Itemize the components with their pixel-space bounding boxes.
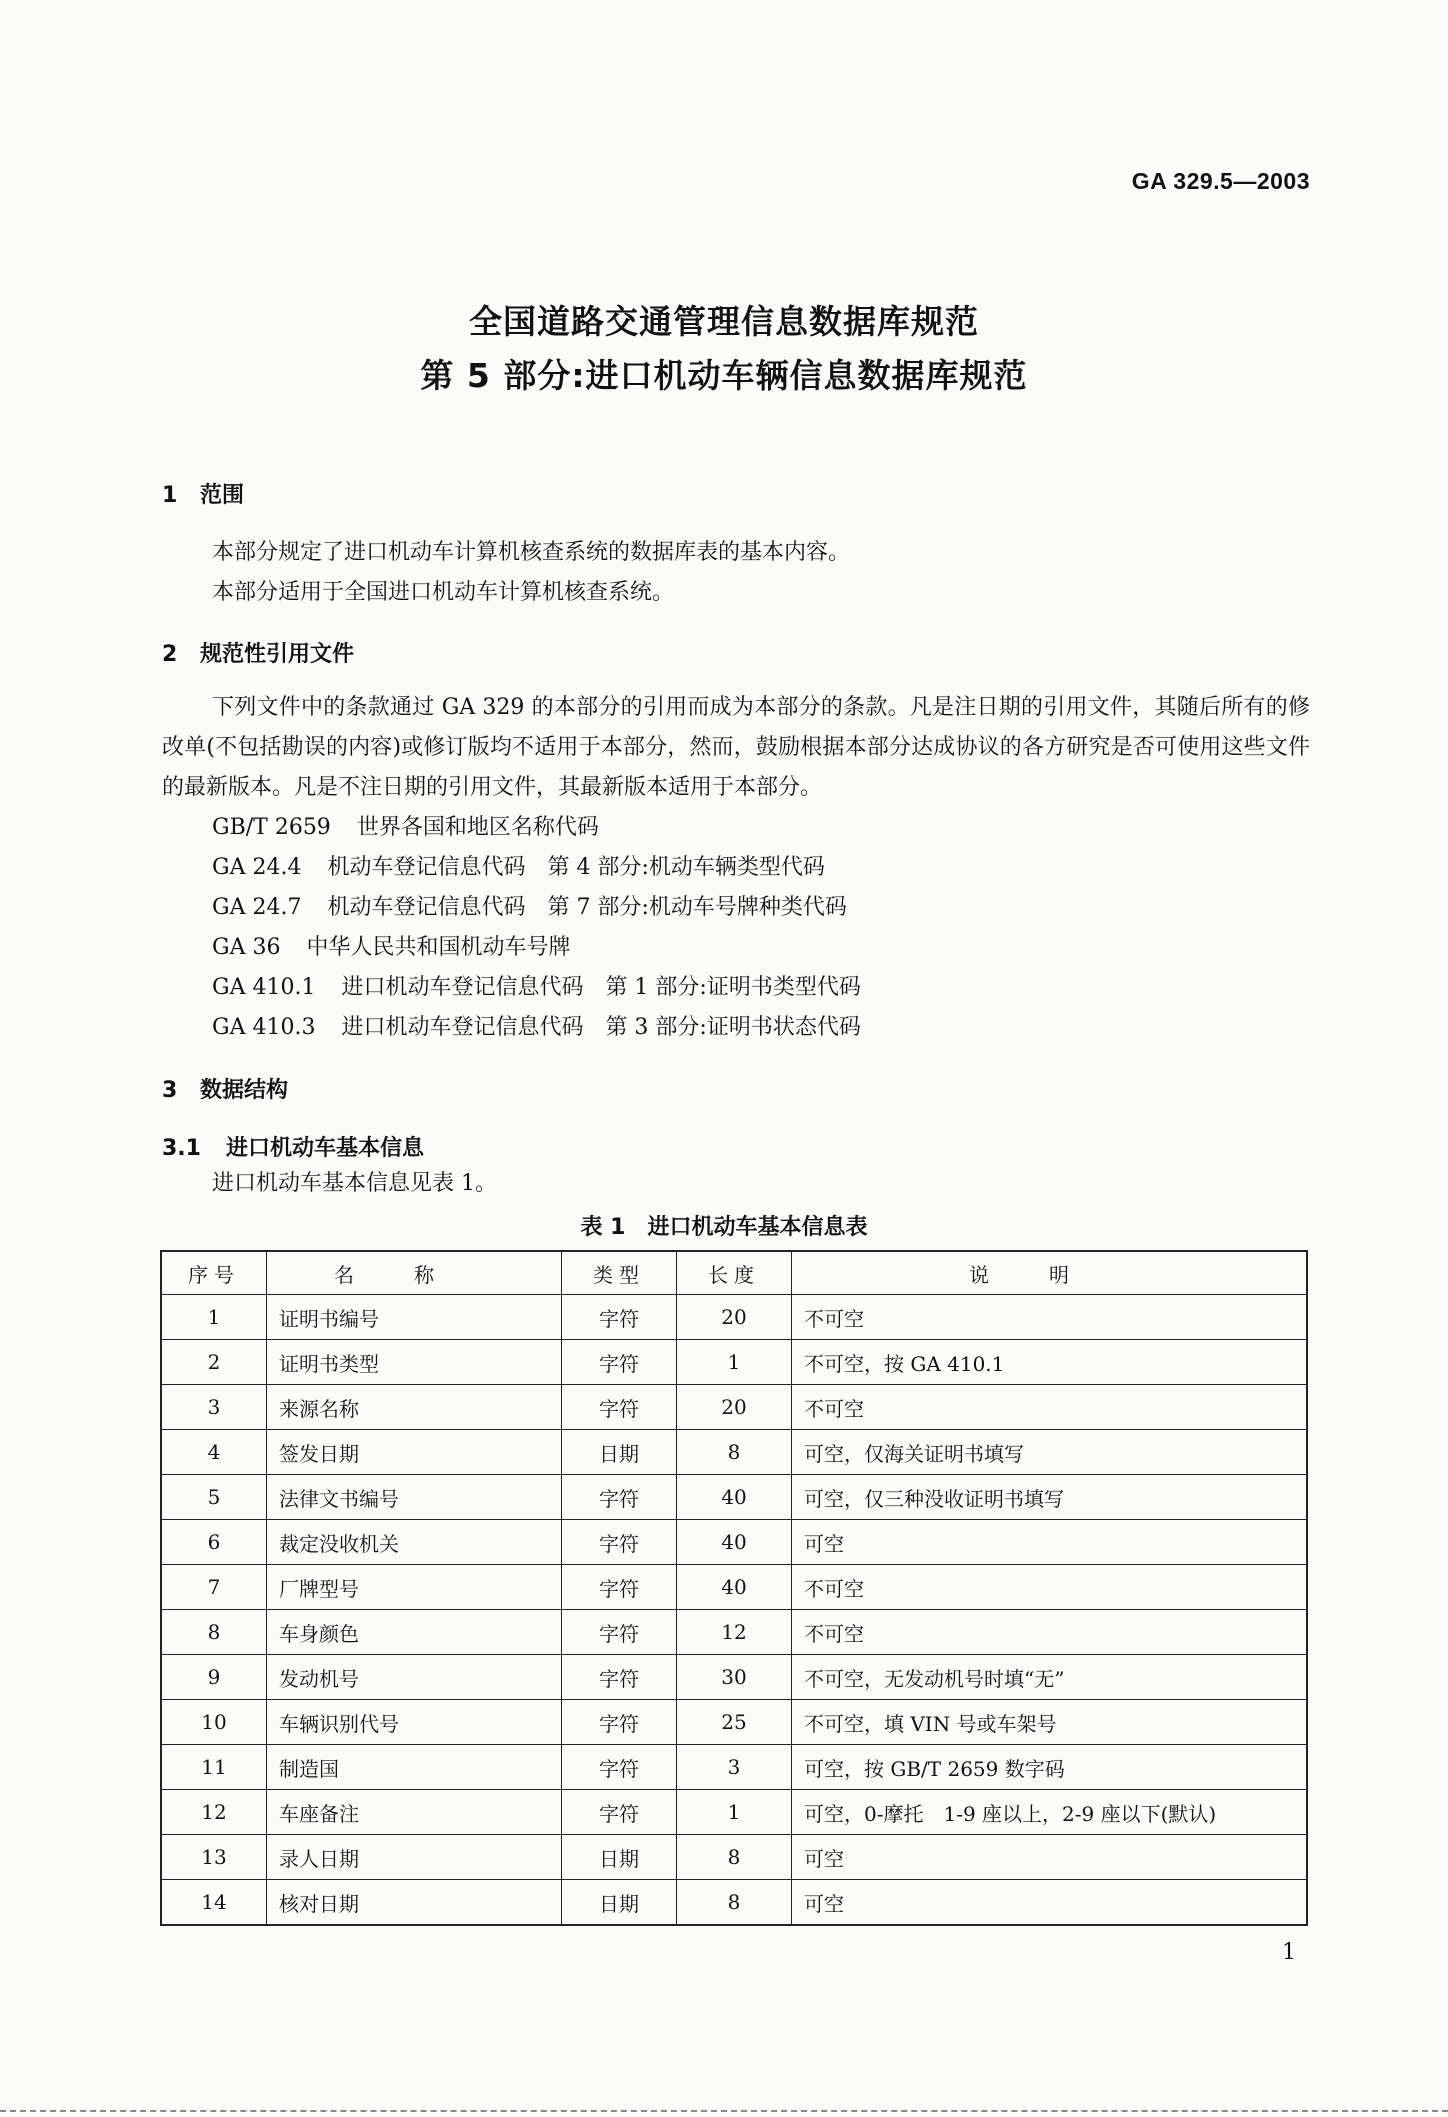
- cell-length: 8: [677, 1880, 792, 1926]
- section-1-paragraph-1: 本部分规定了进口机动车计算机核查系统的数据库表的基本内容。: [212, 540, 851, 565]
- cell-length: 40: [677, 1565, 792, 1610]
- reference-item: [212, 968, 861, 1008]
- vehicle-info-table: [160, 1250, 1308, 1926]
- cell-name: 证明书类型: [267, 1340, 562, 1385]
- header-description: 说明: [792, 1251, 1308, 1295]
- cell-description: 可空: [792, 1835, 1308, 1880]
- cell-seq: 9: [161, 1655, 267, 1700]
- cell-length: 8: [677, 1835, 792, 1880]
- cell-name: 证明书编号: [267, 1295, 562, 1340]
- header-length: 长度: [677, 1251, 792, 1295]
- cell-type: 日期: [562, 1835, 677, 1880]
- cell-seq: 8: [161, 1610, 267, 1655]
- reference-code: GA 24.4: [212, 855, 302, 880]
- cell-length: 30: [677, 1655, 792, 1700]
- section-number: 3: [162, 1078, 178, 1103]
- header-type: 类型: [562, 1251, 677, 1295]
- header-seq: 序号: [161, 1251, 267, 1295]
- section-2-heading: [162, 637, 354, 668]
- cell-type: 字符: [562, 1565, 677, 1610]
- cell-length: 1: [677, 1790, 792, 1835]
- cell-description: 可空，按 GB/T 2659 数字码: [792, 1745, 1308, 1790]
- cell-length: 3: [677, 1745, 792, 1790]
- cell-name: 录人日期: [267, 1835, 562, 1880]
- cell-seq: 6: [161, 1520, 267, 1565]
- cell-description: 不可空，填 VIN 号或车架号: [792, 1700, 1308, 1745]
- cell-description: 不可空，无发动机号时填“无”: [792, 1655, 1308, 1700]
- reference-title: 机动车登记信息代码 第 7 部分:机动车号牌种类代码: [327, 895, 847, 920]
- table-row: [161, 1340, 1307, 1385]
- reference-title: 进口机动车登记信息代码 第 1 部分:证明书类型代码: [341, 975, 861, 1000]
- cell-description: 不可空: [792, 1385, 1308, 1430]
- cell-seq: 13: [161, 1835, 267, 1880]
- header-name: 名称: [267, 1251, 562, 1295]
- cell-seq: 1: [161, 1295, 267, 1340]
- cell-description: 不可空: [792, 1565, 1308, 1610]
- cell-seq: 4: [161, 1430, 267, 1475]
- page-number: 1: [1282, 1940, 1296, 1965]
- table-row: [161, 1790, 1307, 1835]
- cell-length: 40: [677, 1475, 792, 1520]
- reference-title: 机动车登记信息代码 第 4 部分:机动车辆类型代码: [327, 855, 825, 880]
- cell-name: 车辆识别代号: [267, 1700, 562, 1745]
- subsection-title: 进口机动车基本信息: [226, 1136, 425, 1161]
- cell-type: 字符: [562, 1520, 677, 1565]
- cell-type: 字符: [562, 1295, 677, 1340]
- cell-length: 25: [677, 1700, 792, 1745]
- section-3-heading: [162, 1073, 288, 1104]
- section-title: 数据结构: [200, 1078, 289, 1103]
- page-edge-rule: [0, 2110, 1448, 2112]
- cell-type: 字符: [562, 1385, 677, 1430]
- subsection-number: 3.1: [162, 1136, 201, 1161]
- table-row: [161, 1565, 1307, 1610]
- reference-title: 中华人民共和国机动车号牌: [306, 935, 571, 960]
- cell-length: 8: [677, 1430, 792, 1475]
- cell-type: 字符: [562, 1610, 677, 1655]
- reference-item: [212, 1008, 861, 1048]
- cell-description: 不可空: [792, 1295, 1308, 1340]
- cell-seq: 2: [161, 1340, 267, 1385]
- cell-seq: 14: [161, 1880, 267, 1926]
- cell-description: 不可空，按 GA 410.1: [792, 1340, 1308, 1385]
- section-title: 范围: [200, 483, 245, 508]
- table-row: [161, 1880, 1307, 1926]
- section-number: 2: [162, 642, 178, 667]
- section-1-heading: [162, 478, 244, 509]
- table-header-row: [161, 1251, 1307, 1295]
- document-subtitle: 第 5 部分:进口机动车辆信息数据库规范: [420, 356, 1028, 395]
- cell-description: 可空: [792, 1520, 1308, 1565]
- standard-number: GA 329.5—2003: [1131, 168, 1310, 194]
- section-1-paragraph-2: 本部分适用于全国进口机动车计算机核查系统。: [212, 580, 675, 605]
- cell-seq: 5: [161, 1475, 267, 1520]
- cell-length: 1: [677, 1340, 792, 1385]
- reference-title: 世界各国和地区名称代码: [356, 815, 599, 840]
- table-row: [161, 1520, 1307, 1565]
- cell-description: 可空，仅海关证明书填写: [792, 1430, 1308, 1475]
- table-row: [161, 1700, 1307, 1745]
- cell-type: 字符: [562, 1655, 677, 1700]
- cell-name: 厂牌型号: [267, 1565, 562, 1610]
- table-row: [161, 1385, 1307, 1430]
- cell-name: 法律文书编号: [267, 1475, 562, 1520]
- cell-description: 不可空: [792, 1610, 1308, 1655]
- cell-name: 发动机号: [267, 1655, 562, 1700]
- cell-name: 制造国: [267, 1745, 562, 1790]
- cell-seq: 12: [161, 1790, 267, 1835]
- cell-type: 日期: [562, 1880, 677, 1926]
- cell-description: 可空，0-摩托 1-9 座以上，2-9 座以下(默认): [792, 1790, 1308, 1835]
- cell-seq: 3: [161, 1385, 267, 1430]
- subsection-3-1-text: 进口机动车基本信息见表 1。: [212, 1171, 497, 1196]
- cell-seq: 7: [161, 1565, 267, 1610]
- reference-item: [212, 928, 570, 968]
- reference-item: [212, 888, 847, 928]
- table-row: [161, 1655, 1307, 1700]
- cell-seq: 10: [161, 1700, 267, 1745]
- cell-name: 车座备注: [267, 1790, 562, 1835]
- reference-item: [212, 808, 599, 848]
- reference-code: GA 24.7: [212, 895, 302, 920]
- reference-code: GA 410.3: [212, 1015, 316, 1040]
- table-row: [161, 1295, 1307, 1340]
- cell-description: 可空: [792, 1880, 1308, 1926]
- reference-item: [212, 848, 825, 888]
- cell-name: 核对日期: [267, 1880, 562, 1926]
- cell-length: 12: [677, 1610, 792, 1655]
- cell-name: 裁定没收机关: [267, 1520, 562, 1565]
- cell-length: 20: [677, 1295, 792, 1340]
- table-row: [161, 1430, 1307, 1475]
- section-title: 规范性引用文件: [200, 642, 355, 667]
- table-row: [161, 1610, 1307, 1655]
- section-2-intro: 下列文件中的条款通过 GA 329 的本部分的引用而成为本部分的条款。凡是注日期的引用文件，其随后所有的修改单(不包括勘误的内容)或修订版均不适用于本部分，然而，鼓励根据本部分达成协议的各方研究是否可使用这些文件的最新版本。凡是不注日期的引用文件，其最新版本适用于本部分。: [162, 695, 1310, 800]
- cell-name: 来源名称: [267, 1385, 562, 1430]
- cell-type: 日期: [562, 1430, 677, 1475]
- cell-type: 字符: [562, 1700, 677, 1745]
- table-row: [161, 1475, 1307, 1520]
- table-row: [161, 1835, 1307, 1880]
- reference-code: GA 410.1: [212, 975, 316, 1000]
- table-caption: 表 1 进口机动车基本信息表: [580, 1215, 868, 1240]
- reference-code: GA 36: [212, 935, 281, 960]
- cell-seq: 11: [161, 1745, 267, 1790]
- section-number: 1: [162, 483, 178, 508]
- cell-length: 40: [677, 1520, 792, 1565]
- cell-length: 20: [677, 1385, 792, 1430]
- table-row: [161, 1745, 1307, 1790]
- cell-type: 字符: [562, 1340, 677, 1385]
- subsection-3-1-heading: [162, 1131, 424, 1162]
- cell-name: 车身颜色: [267, 1610, 562, 1655]
- reference-code: GB/T 2659: [212, 815, 331, 840]
- cell-type: 字符: [562, 1790, 677, 1835]
- reference-title: 进口机动车登记信息代码 第 3 部分:证明书状态代码: [341, 1015, 861, 1040]
- table-body: [161, 1295, 1307, 1926]
- document-title: 全国道路交通管理信息数据库规范: [469, 302, 979, 341]
- cell-type: 字符: [562, 1745, 677, 1790]
- cell-name: 签发日期: [267, 1430, 562, 1475]
- cell-description: 可空，仅三种没收证明书填写: [792, 1475, 1308, 1520]
- cell-type: 字符: [562, 1475, 677, 1520]
